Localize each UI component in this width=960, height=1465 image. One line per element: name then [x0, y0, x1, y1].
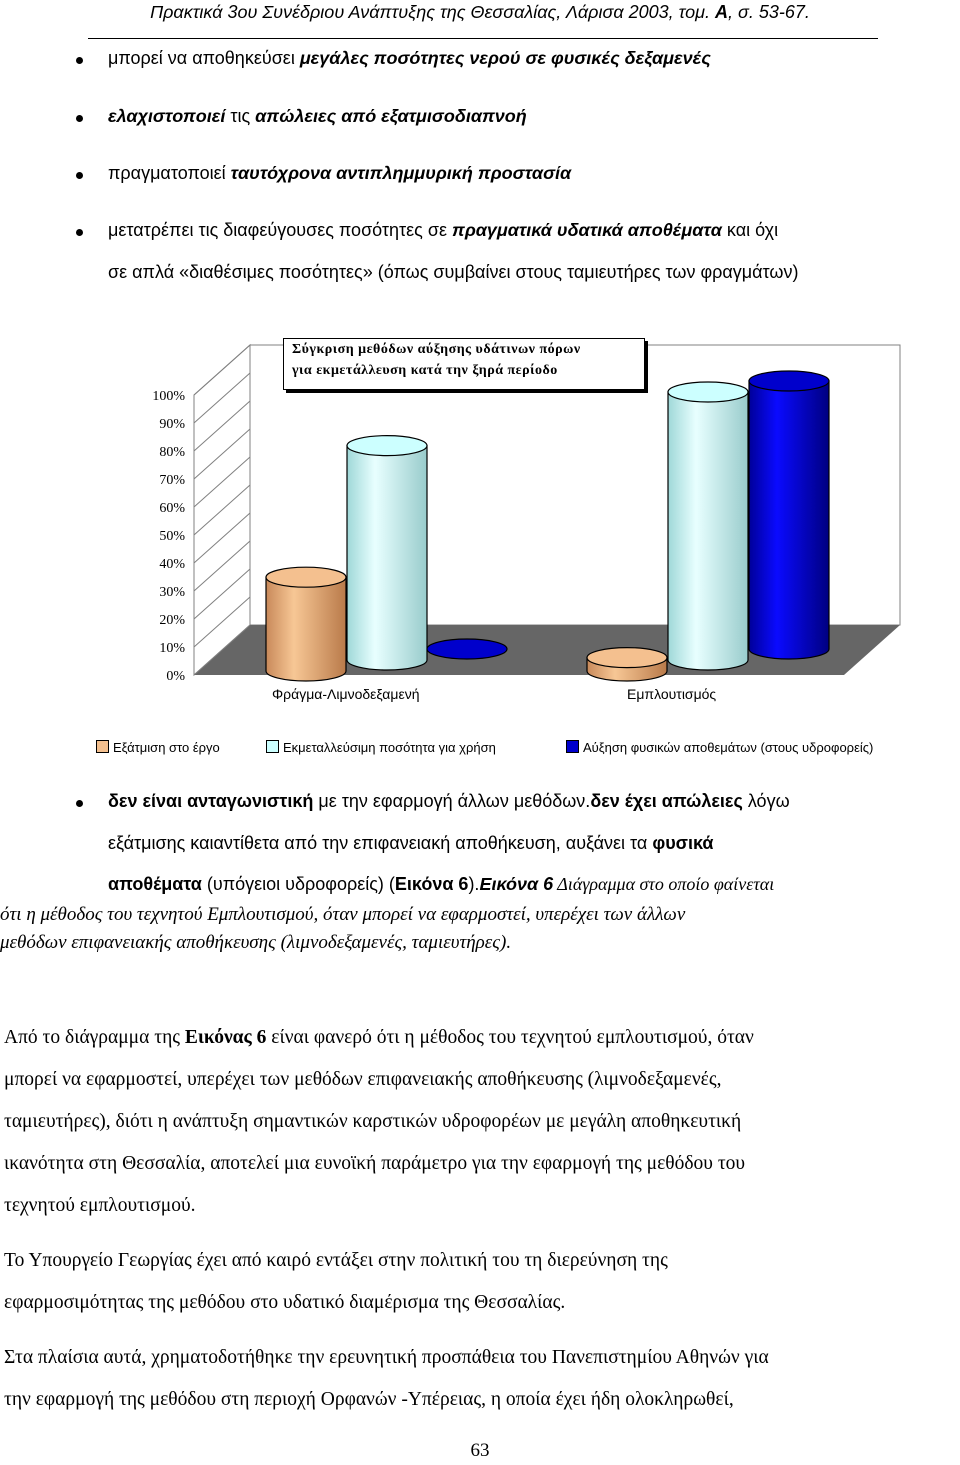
citation-volume: A: [715, 2, 728, 22]
bar-top: [587, 648, 667, 668]
y-tick-label: 50%: [159, 529, 185, 544]
bullet-4-line2: σε απλά «διαθέσιμες ποσότητες» (όπως συμβαίνει στους ταμιευτήρες των φραγμάτων): [108, 262, 799, 282]
citation-suffix: , σ. 53-67.: [728, 2, 810, 22]
paragraph-2-line1: Το Υπουργείο Γεωργίας έχει από καιρό εντάξει στην πολιτική του τη διερεύνηση της: [4, 1250, 668, 1271]
bullet-2: ελαχιστοποιεί τις απώλειες από εξατμισοδιαπνοή: [108, 106, 527, 126]
bar-top: [749, 371, 829, 391]
bar-body: [668, 392, 748, 670]
y-tick-label: 20%: [159, 613, 185, 628]
chart-title-line2: για εκμετάλλευση κατά την ξηρά περίοδο: [292, 363, 558, 378]
bar-usable: [347, 436, 427, 670]
y-tick-label: 60%: [159, 501, 185, 516]
figure-caption-line2: μεθόδων επιφανειακής αποθήκευσης (λιμνοδεξαμενές, ταμιευτήρες).: [0, 932, 512, 953]
bar-body: [749, 381, 829, 659]
y-tick-label: 40%: [159, 557, 185, 572]
bullet-1: μπορεί να αποθηκεύσει μεγάλες ποσότητες νερού σε φυσικές δεξαμενές: [108, 48, 711, 68]
legend-swatch: [566, 740, 579, 753]
chart-title-box: [283, 338, 645, 390]
bar-top: [668, 382, 748, 402]
bullet-3: πραγματοποιεί ταυτόχρονα αντιπλημμυρική προστασία: [108, 163, 572, 183]
bar-usable: [668, 382, 748, 670]
y-tick-label: 10%: [159, 641, 185, 656]
bar-top: [347, 436, 427, 456]
paragraph-1-line5: τεχνητού εμπλουτισμού.: [4, 1195, 196, 1216]
bullet-4-line1: μετατρέπει τις διαφεύγουσες ποσότητες σε πραγματικά υδατικά αποθέματα και όχι: [108, 220, 779, 240]
bar-body: [347, 446, 427, 670]
bullet-5-line3: αποθέματα (υπόγειοι υδροφορείς) (Εικόνα 6).Εικόνα 6 Διάγραμμα στο οποίο φαίνεται: [108, 874, 775, 894]
bar-natural-reserves: [749, 371, 829, 659]
paragraph-3-line1: Στα πλαίσια αυτά, χρηματοδοτήθηκε την ερευνητική προσπάθεια του Πανεπιστημίου Αθηνών για: [4, 1347, 769, 1368]
citation-prefix: Πρακτικά 3ου Συνέδριου Ανάπτυξης της Θεσσαλίας, Λάρισα 2003, τομ.: [150, 2, 715, 22]
bullet-dot: [76, 57, 83, 64]
bullet-5-line1: δεν είναι ανταγωνιστική με την εφαρμογή άλλων μεθόδων.δεν έχει απώλειες λόγω: [108, 791, 790, 811]
paragraph-1-line2: μπορεί να εφαρμοστεί, υπερέχει των μεθόδων επιφανειακής αποθήκευσης (λιμνοδεξαμενές,: [4, 1069, 722, 1090]
bar-evaporation: [266, 567, 346, 681]
figure-caption-line1: ότι η μέθοδος του τεχνητού Εμπλουτισμού, όταν μπορεί να εφαρμοστεί, υπερέχει των άλλων: [0, 904, 686, 925]
paragraph-1-line3: ταμιευτήρες), διότι η ανάπτυξη σημαντικών καρστικών υδροφορέων με μεγάλη αποθηκευτική: [4, 1111, 742, 1132]
legend-swatch: [96, 740, 109, 753]
y-tick-label: 70%: [159, 473, 185, 488]
bullet-dot: [76, 800, 83, 807]
bar-body: [266, 577, 346, 681]
citation-header: [0, 2, 960, 23]
legend-swatch: [266, 740, 279, 753]
bar-evaporation: [587, 648, 667, 681]
y-tick-label: 90%: [159, 417, 185, 432]
bar-top: [427, 639, 507, 659]
bullet-dot: [76, 172, 83, 179]
bullet-5-line2: εξάτμισης καιαντίθετα από την επιφανειακή αποθήκευση, αυξάνει τα φυσικά: [108, 833, 714, 853]
page-number: 63: [470, 1440, 490, 1461]
bullet-dot: [76, 229, 83, 236]
paragraph-3-line2: την εφαρμογή της μεθόδου στη περιοχή Ορφανών -Υπέρειας, η οποία έχει ήδη ολοκληρωθεί,: [4, 1389, 734, 1410]
chart-title-line1: Σύγκριση μεθόδων αύξησης υδάτινων πόρων: [292, 342, 581, 357]
y-tick-label: 30%: [159, 585, 185, 600]
bar-natural-reserves: [427, 639, 507, 659]
y-tick-label: 100%: [152, 389, 185, 404]
category-label-recharge: Εμπλουτισμός: [627, 686, 717, 702]
legend-item-natural-reserves: Αύξηση φυσικών αποθεμάτων (στους υδροφορείς): [566, 740, 873, 755]
category-label-dam: Φράγμα-Λιμνοδεξαμενή: [272, 686, 420, 702]
bar-top: [266, 567, 346, 587]
paragraph-1-line4: ικανότητα στη Θεσσαλία, αποτελεί μια ευνοϊκή παράμετρο για την εφαρμογή της μεθόδου του: [4, 1153, 746, 1174]
paragraph-2-line2: εφαρμοσιμότητας της μεθόδου στο υδατικό διαμέρισμα της Θεσσαλίας.: [4, 1292, 566, 1313]
header-rule: [88, 38, 878, 39]
bullet-dot: [76, 115, 83, 122]
legend-item-usable: Εκμεταλλεύσιμη ποσότητα για χρήση: [266, 740, 496, 755]
legend-item-evaporation: Εξάτμιση στο έργο: [96, 740, 220, 755]
y-tick-label: 80%: [159, 445, 185, 460]
paragraph-1-line1: Από το διάγραμμα της Εικόνας 6 είναι φανερό ότι η μέθοδος του τεχνητού εμπλουτισμού, όταν: [4, 1027, 754, 1048]
y-tick-label: 0%: [166, 669, 185, 684]
